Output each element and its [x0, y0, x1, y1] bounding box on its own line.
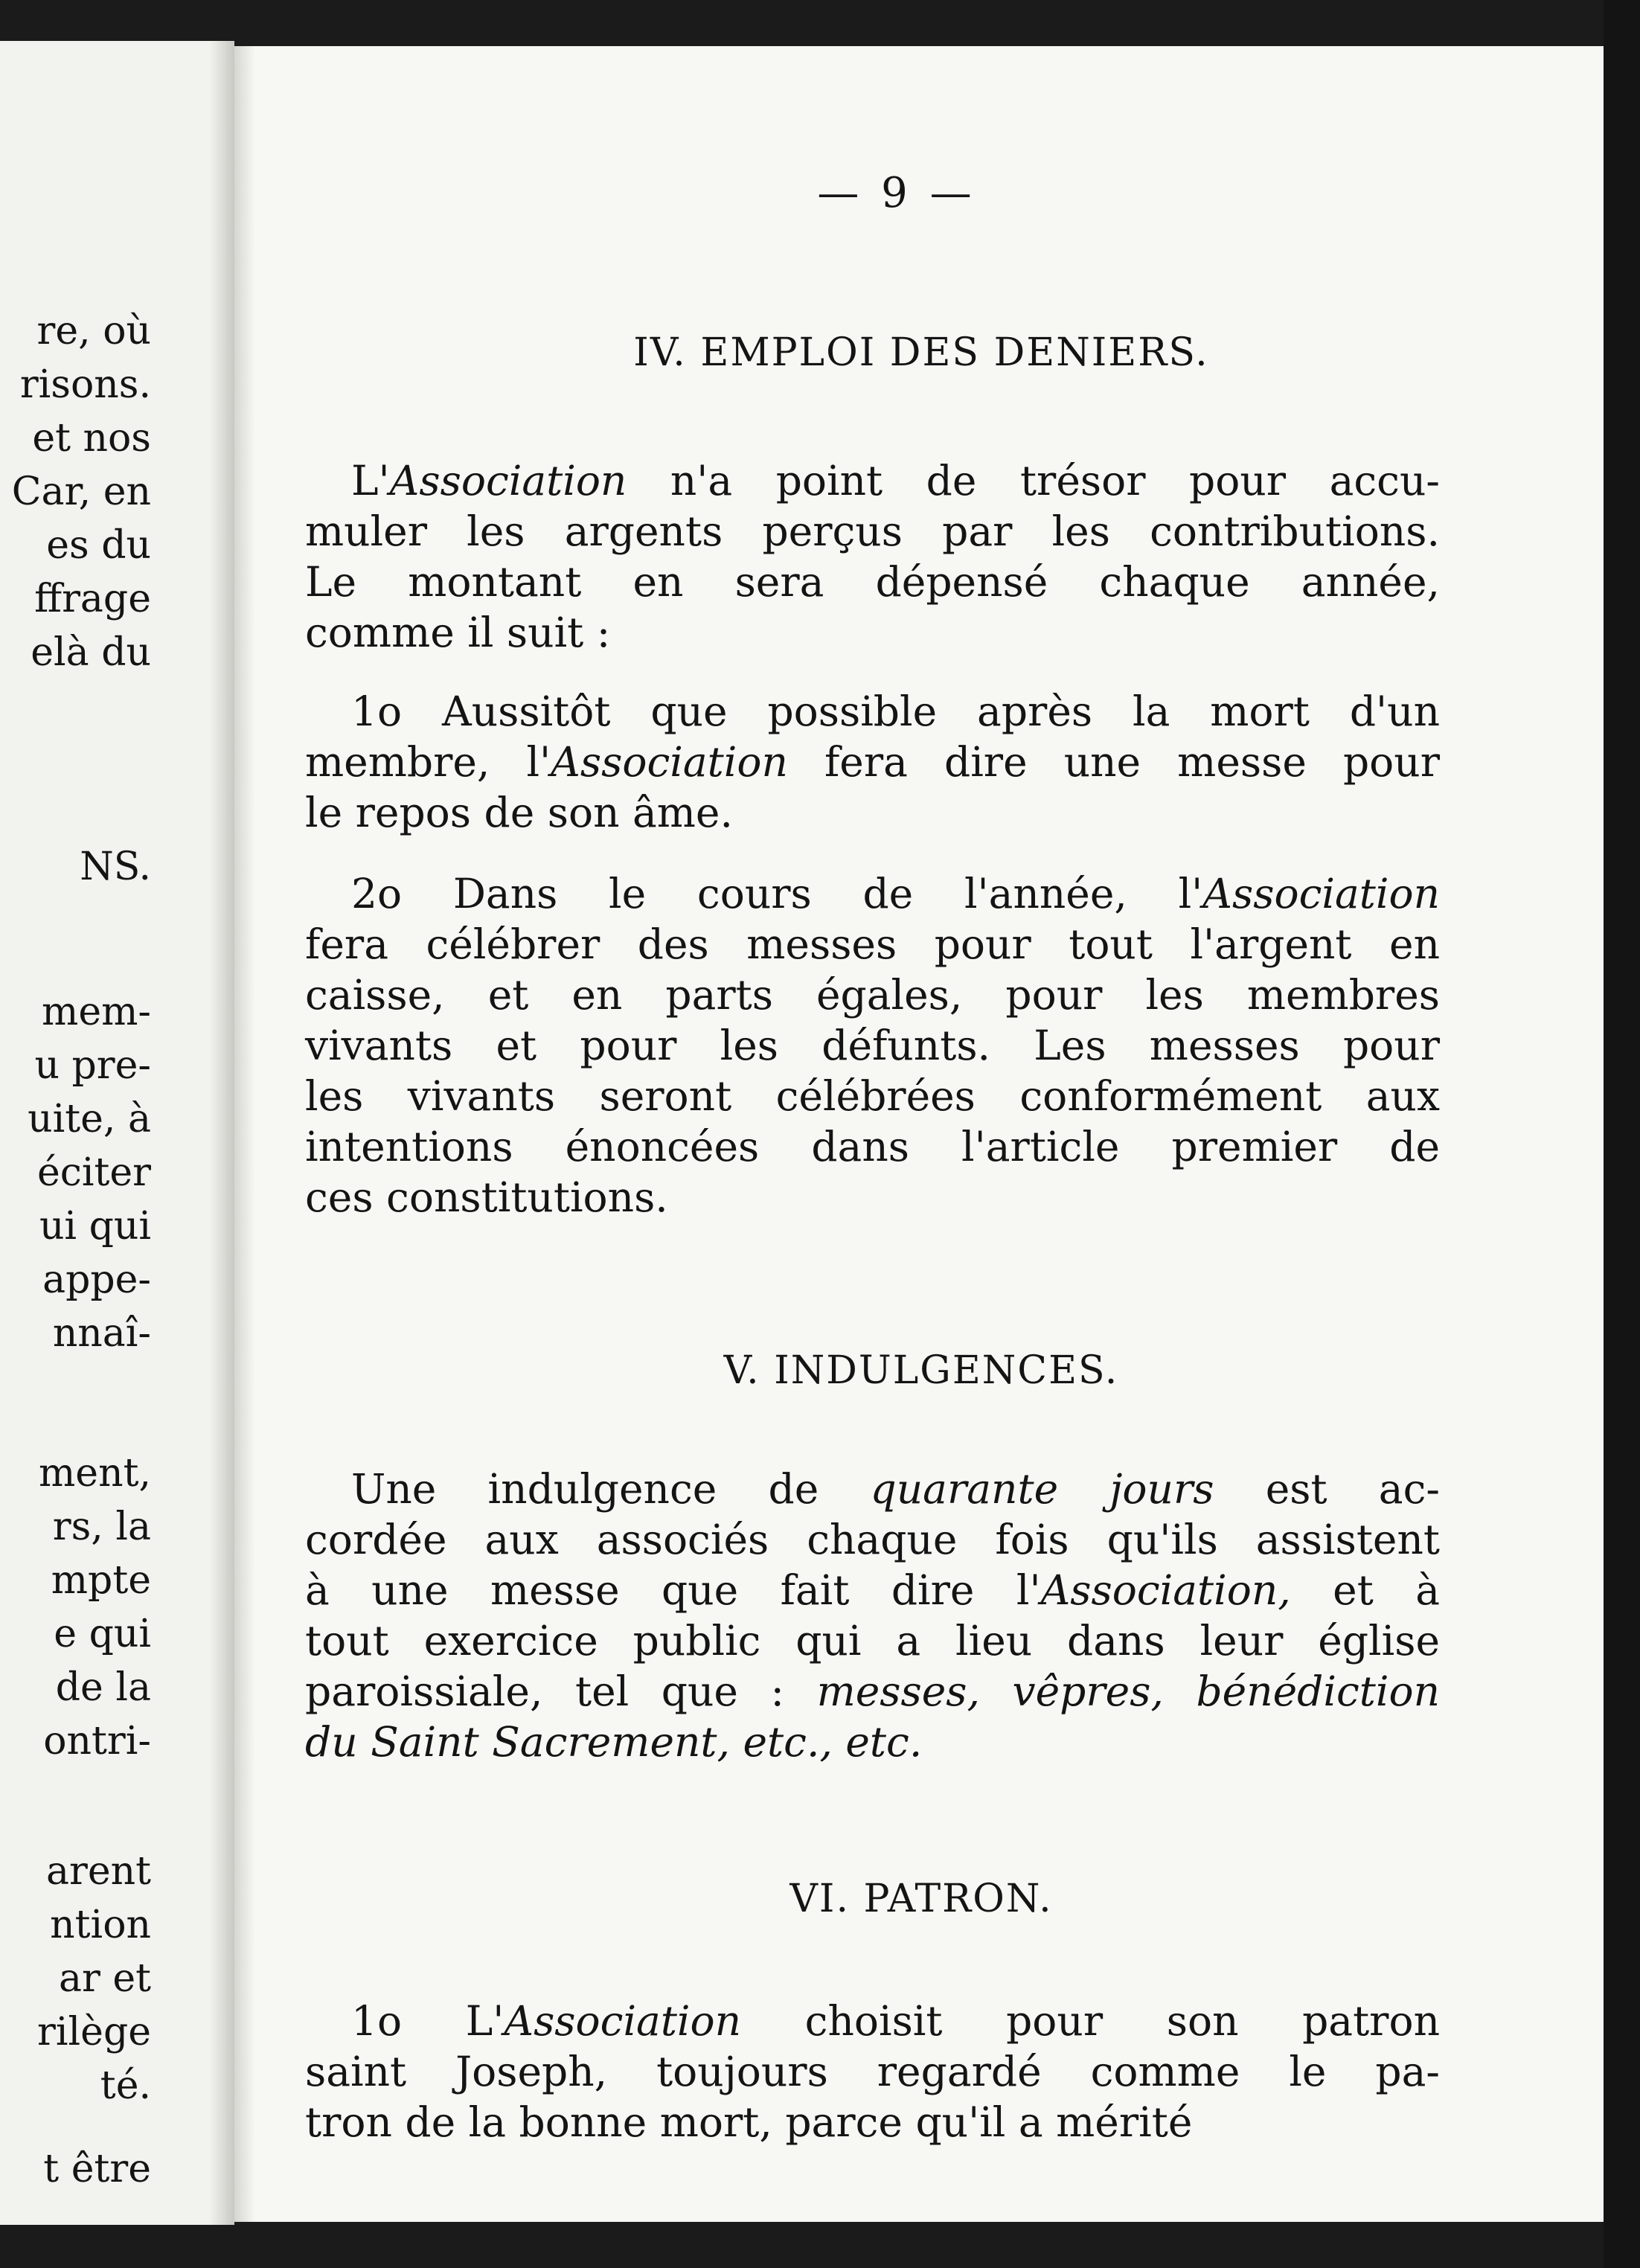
left-page-line: e qui [54, 1612, 151, 1656]
text-line: membre, l'Association fera dire une messe pour [305, 738, 1440, 786]
text-line: tron de la bonne mort, parce qu'il a mérité [305, 2098, 1193, 2146]
text-line: 1o Aussitôt que possible après la mort d'un [351, 688, 1440, 735]
left-page-line: ment, [39, 1451, 151, 1496]
text-line: L'Association n'a point de trésor pour accu- [351, 457, 1440, 504]
left-page-line: ntion [50, 1903, 151, 1947]
italic-text: Association [1202, 870, 1440, 917]
left-page-line: nnaî- [52, 1311, 151, 1356]
text-line: Le montant en sera dépensé chaque année, [305, 558, 1440, 606]
left-page-line: appe- [42, 1258, 151, 1302]
paragraph [305, 686, 1440, 838]
text-line: fera célébrer des messes pour tout l'argent en [305, 920, 1440, 968]
left-page-line: rilège [37, 2010, 151, 2054]
left-page-line: NS. [80, 845, 151, 889]
text-line: vivants et pour les défunts. Les messes pour [305, 1022, 1440, 1069]
section-heading-patron: VI. PATRON. [789, 1877, 1053, 1921]
left-page-gutter [209, 41, 234, 2225]
italic-text: messes, vêpres, bénédiction [816, 1668, 1441, 1715]
text-line: comme il suit : [305, 609, 611, 656]
italic-text: Association, [1040, 1566, 1291, 1614]
book-page [234, 46, 1604, 2222]
paragraph [305, 1996, 1440, 2147]
section-heading-indulgences: V. INDULGENCES. [723, 1348, 1119, 1393]
left-page-line: Car, en [11, 470, 151, 514]
left-page-line: de la [55, 1665, 151, 1710]
left-page-line: re, où [36, 309, 151, 353]
page-number: — 9 — [817, 169, 976, 217]
page-gutter-shadow [234, 46, 255, 2222]
text-line: caisse, et en parts égales, pour les membres [305, 971, 1440, 1019]
text-line: le repos de son âme. [305, 789, 733, 836]
italic-text: Association [551, 738, 788, 786]
text-line: intentions énoncées dans l'article premier de [305, 1123, 1440, 1170]
left-page-line: mpte [51, 1558, 151, 1603]
italic-text: du Saint Sacrement, etc., etc. [305, 1718, 923, 1766]
left-page-line: ar et [58, 1956, 151, 2001]
left-page-line: rs, la [52, 1505, 151, 1549]
left-page-line: t être [43, 2147, 151, 2191]
left-page-line: éciter [36, 1150, 151, 1195]
text-line: les vivants seront célébrées conformément aux [305, 1072, 1440, 1120]
text-line: 2o Dans le cours de l'année, l'Association [351, 870, 1440, 917]
text-line: ces constitutions. [305, 1173, 668, 1221]
text-line: 1o L'Association choisit pour son patron [351, 1997, 1441, 2045]
left-page-line: risons. [19, 362, 151, 407]
italic-text: quarante jours [870, 1465, 1214, 1513]
text-line: saint Joseph, toujours regardé comme le pa- [305, 2048, 1440, 2095]
left-page-line: arent [45, 1849, 151, 1894]
text-line: paroissiale, tel que : messes, vêpres, bénédiction [305, 1668, 1441, 1715]
italic-text: Association [504, 1997, 742, 2045]
paragraph [305, 1464, 1440, 1767]
text-line [305, 1717, 1440, 1767]
scan-border [1604, 0, 1640, 2268]
text-line: Une indulgence de quarante jours est ac- [351, 1465, 1440, 1513]
left-page-line: ffrage [34, 577, 151, 621]
left-page-line: ui qui [39, 1204, 151, 1249]
left-page-line: ontri- [43, 1719, 151, 1764]
italic-text: Association [389, 457, 627, 504]
left-facing-page [0, 41, 234, 2225]
section-heading-emploi-des-deniers: IV. EMPLOI DES DENIERS. [633, 330, 1209, 375]
left-page-line: et nos [32, 416, 151, 461]
left-page-line: mem- [42, 990, 151, 1034]
left-page-line: elà du [31, 630, 151, 675]
paragraph [305, 455, 1440, 658]
paragraph [305, 868, 1440, 1223]
text-line: muler les argents perçus par les contributions. [305, 507, 1440, 555]
left-page-line: es du [46, 523, 151, 568]
left-page-line: uite, à [28, 1097, 151, 1141]
text-line: cordée aux associés chaque fois qu'ils assistent [305, 1516, 1440, 1563]
text-line: à une messe que fait dire l'Association, et à [305, 1566, 1440, 1614]
text-line: tout exercice public qui a lieu dans leur église [305, 1617, 1440, 1665]
left-page-line: u pre- [34, 1043, 151, 1088]
left-page-line: té. [100, 2063, 151, 2108]
